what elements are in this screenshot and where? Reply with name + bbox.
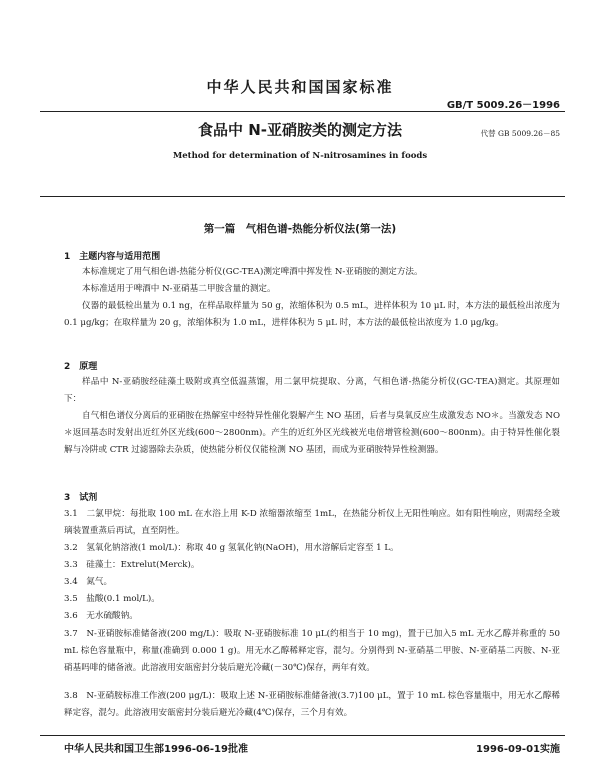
country-standard-heading: 中华人民共和国国家标准 — [206, 78, 394, 96]
reagent-item: 3.2 氢氧化钠溶液(1 mol/L)：称取 40 g 氢氧化钠(NaOH)，用水溶解后定容至 1 L。 — [64, 543, 399, 553]
approval-date: 中华人民共和国卫生部1996-06-19批准 — [64, 744, 248, 755]
section-1-paragraph: 仪器的最低检出量为 0.1 ng，在样品取样量为 50 g，浓缩体积为 0.5 mL，进样体积为 10 μL 时，本方法的最低检出浓度为 0.1 μg/kg；在取样量为 20 g，浓缩体积为 1.0 mL，进样体积为 5 μL 时，本方法的最低检出浓度为 1.0 μg/kg。 — [64, 301, 560, 328]
reagent-item: 3.4 氮气。 — [64, 577, 113, 587]
section-1-paragraph: 本标准适用于啤酒中 N-亚硝基二甲胺含量的测定。 — [82, 284, 276, 294]
header-rule — [40, 111, 565, 112]
footer-rule — [40, 735, 565, 736]
title-rule — [40, 196, 565, 197]
section-1-heading: 1 主题内容与适用范围 — [64, 252, 161, 262]
reagent-item: 3.5 盐酸(0.1 mol/L)。 — [64, 594, 160, 604]
reagent-item: 3.8 N-亚硝胺标准工作液(200 μg/L)：吸取上述 N-亚硝胺标准储备液(3.7)100 μL，置于 10 mL 棕色容量瓶中，用无水乙醇稀释定容，混匀。此溶液用安瓿密封分装后避光冷藏(4℃)保存，三个月有效。 — [64, 691, 560, 718]
replaces-standard: 代替 GB 5009.26－85 — [480, 129, 560, 138]
section-2-paragraph: 样品中 N-亚硝胺经硅藻土吸附或真空低温蒸馏，用二氯甲烷提取、分离，气相色谱-热能分析仪(GC-TEA)测定。其原理如下： — [64, 377, 560, 404]
reagent-item: 3.1 二氯甲烷：每批取 100 mL 在水浴上用 K-D 浓缩器浓缩至 1mL，在热能分析仪上无阳性响应。如有阳性响应，则需经全玻璃装置重蒸后再试，直至阴性。 — [64, 509, 560, 536]
document-title: 食品中 N-亚硝胺类的测定方法 — [197, 121, 402, 139]
effective-date: 1996-09-01实施 — [476, 744, 560, 755]
reagent-item: 3.3 硅藻土：Extrelut(Merck)。 — [64, 560, 200, 570]
section-3-heading: 3 试剂 — [64, 493, 98, 503]
reagent-item: 3.7 N-亚硝胺标准储备液(200 mg/L)：吸取 N-亚硝胺标准 10 μL(约相当于 10 mg)，置于已加入5 mL 无水乙醇并称重的 50 mL 棕色容量瓶中，称量(准确到 0.000 1 g)。用无水乙醇稀释定容，混匀。分别得到 N-亚硝基二甲胺、N-亚硝基二丙胺、N-亚硝基吗啡的储备液。此溶液用安瓿密封分装后避光冷藏(－30℃)保存，两年有效。 — [64, 629, 560, 673]
part-title: 第一篇 气相色谱-热能分析仪法(第一法) — [203, 223, 397, 235]
section-2-heading: 2 原理 — [64, 362, 98, 372]
section-1-paragraph: 本标准规定了用气相色谱-热能分析仪(GC-TEA)测定啤酒中挥发性 N-亚硝胺的测定方法。 — [82, 267, 423, 277]
document-title-english: Method for determination of N-nitrosamines in foods — [172, 151, 428, 161]
standard-number: GB/T 5009.26－1996 — [446, 100, 560, 111]
section-2-paragraph: 自气相色谱仪分离后的亚硝胺在热解室中经特异性催化裂解产生 NO 基团，后者与臭氧反应生成激发态 NO＊。当激发态 NO＊返回基态时发射出近红外区光线(600～2800nm)。产生的近红外区光线被光电倍增管检测(600～800nm)。由于特异性催化裂解与冷阱或 CTR 过滤器除去杂质，使热能分析仪仅能检测 NO 基团，而成为亚硝胺特异性检测器。 — [64, 411, 560, 455]
reagent-item: 3.6 无水硫酸钠。 — [64, 611, 138, 621]
